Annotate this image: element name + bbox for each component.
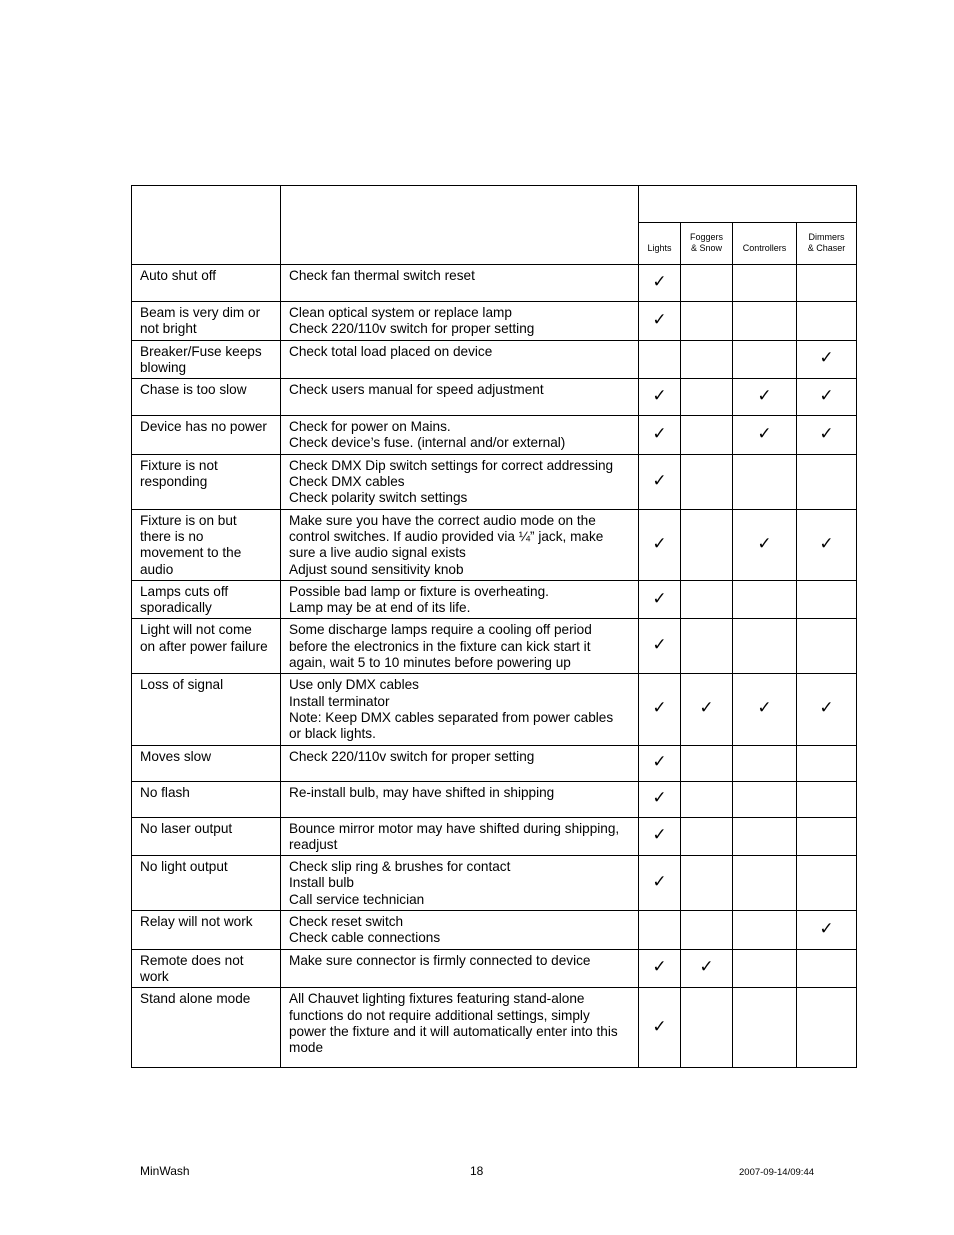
- check-cell-lights: [639, 988, 681, 1068]
- check-cell-controllers: [733, 416, 797, 455]
- check-cell-controllers: [733, 340, 797, 379]
- check-cell-controllers: [733, 454, 797, 509]
- check-cell-lights: [639, 817, 681, 856]
- check-cell-lights: [639, 674, 681, 745]
- table-row: [132, 911, 857, 950]
- checkmark-icon: ✓: [819, 423, 834, 444]
- problem-text: No light output: [140, 859, 228, 875]
- checkmark-icon: ✓: [699, 698, 714, 719]
- check-cell-foggers: [681, 265, 733, 302]
- problem-cell: [132, 745, 281, 781]
- category-dimmers-label: Dimmers & Chaser: [807, 232, 846, 253]
- check-cell-lights: [639, 745, 681, 781]
- checkmark-icon: ✓: [652, 423, 667, 444]
- check-cell-dimmers: [797, 619, 857, 674]
- check-cell-lights: [639, 580, 681, 619]
- problem-text: No laser output: [140, 820, 233, 836]
- solution-cell: [281, 379, 639, 416]
- checkmark-icon: ✓: [819, 533, 834, 554]
- footer-page-number: 18: [470, 1164, 484, 1178]
- problem-text: Loss of signal: [140, 677, 224, 693]
- check-cell-dimmers: [797, 911, 857, 950]
- check-cell-controllers: [733, 580, 797, 619]
- solution-cell: [281, 454, 639, 509]
- check-cell-dimmers: [797, 949, 857, 988]
- check-cell-lights: [639, 856, 681, 911]
- checkmark-icon: ✓: [757, 698, 772, 719]
- check-cell-foggers: [681, 911, 733, 950]
- solution-cell: [281, 619, 639, 674]
- problem-cell: [132, 988, 281, 1068]
- check-cell-lights: [639, 911, 681, 950]
- solution-cell: [281, 416, 639, 455]
- problem-cell: [132, 416, 281, 455]
- solution-text: Bounce mirror motor may have shifted during shipping, readjust: [289, 820, 620, 852]
- solution-text: Check fan thermal switch reset: [289, 268, 475, 283]
- problem-text: Relay will not work: [140, 914, 253, 930]
- check-cell-foggers: [681, 781, 733, 817]
- checkmark-icon: ✓: [819, 386, 834, 407]
- checkmark-icon: ✓: [819, 918, 834, 939]
- solution-text: All Chauvet lighting fixtures featuring stand-alone functions do not require additional settings, simply power the fixture and it will automatically enter into this mode: [289, 991, 618, 1056]
- check-cell-controllers: [733, 817, 797, 856]
- checkmark-icon: ✓: [757, 533, 772, 554]
- problem-text: Fixture is not responding: [140, 457, 218, 490]
- check-cell-foggers: [681, 379, 733, 416]
- solution-text: Check slip ring & brushes for contact Install bulb Call service technician: [289, 859, 511, 907]
- checkmark-icon: ✓: [652, 386, 667, 407]
- check-cell-lights: [639, 340, 681, 379]
- table-row: [132, 302, 857, 341]
- solution-cell: [281, 340, 639, 379]
- problem-cell: [132, 580, 281, 619]
- table-row: [132, 509, 857, 580]
- table-row: [132, 856, 857, 911]
- header-problem-cell: [132, 186, 281, 265]
- checkmark-icon: ✓: [652, 698, 667, 719]
- check-cell-controllers: [733, 619, 797, 674]
- category-controllers-header: [733, 223, 797, 265]
- check-cell-lights: [639, 302, 681, 341]
- category-lights-label: Lights: [647, 243, 672, 253]
- solution-cell: [281, 988, 639, 1068]
- check-cell-foggers: [681, 745, 733, 781]
- table-row: [132, 817, 857, 856]
- solution-text: Check for power on Mains. Check device’s fuse. (internal and/or external): [289, 419, 566, 451]
- checkmark-icon: ✓: [652, 272, 667, 292]
- problem-cell: [132, 454, 281, 509]
- table-row: [132, 580, 857, 619]
- check-cell-controllers: [733, 265, 797, 302]
- solution-text: Make sure you have the correct audio mode on the control switches. If audio provided via ¼” jack, make sure a live audio signal exists Adjust sound sensitivity knob: [289, 512, 604, 577]
- checkmark-icon: ✓: [652, 788, 667, 809]
- checkmark-icon: ✓: [819, 348, 834, 369]
- check-cell-controllers: [733, 745, 797, 781]
- solution-text: Possible bad lamp or fixture is overheating. Lamp may be at end of its life.: [289, 583, 549, 616]
- problem-text: Auto shut off: [140, 268, 217, 283]
- checkmark-icon: ✓: [652, 309, 667, 330]
- check-cell-foggers: [681, 454, 733, 509]
- check-cell-lights: [639, 619, 681, 674]
- solution-cell: [281, 817, 639, 856]
- check-cell-lights: [639, 781, 681, 817]
- checkmark-icon: ✓: [652, 635, 667, 656]
- table-row: [132, 745, 857, 781]
- problem-cell: [132, 674, 281, 745]
- problem-cell: [132, 379, 281, 416]
- solution-cell: [281, 949, 639, 988]
- check-cell-dimmers: [797, 509, 857, 580]
- solution-cell: [281, 674, 639, 745]
- category-controllers-label: Controllers: [742, 243, 787, 253]
- check-cell-foggers: [681, 674, 733, 745]
- check-cell-foggers: [681, 416, 733, 455]
- checkmark-icon: ✓: [652, 872, 667, 893]
- check-cell-lights: [639, 265, 681, 302]
- check-cell-dimmers: [797, 856, 857, 911]
- header-solution-cell: [281, 186, 639, 265]
- solution-text: Re-install bulb, may have shifted in shipping: [289, 784, 555, 800]
- problem-cell: [132, 949, 281, 988]
- solution-cell: [281, 509, 639, 580]
- check-cell-foggers: [681, 302, 733, 341]
- check-cell-lights: [639, 454, 681, 509]
- problem-cell: [132, 340, 281, 379]
- check-cell-controllers: [733, 949, 797, 988]
- table-row: [132, 619, 857, 674]
- solution-text: Check reset switch Check cable connections: [289, 914, 441, 946]
- problem-text: Beam is very dim or not bright: [140, 305, 261, 337]
- problem-cell: [132, 265, 281, 302]
- problem-cell: [132, 856, 281, 911]
- check-cell-foggers: [681, 856, 733, 911]
- check-cell-dimmers: [797, 454, 857, 509]
- solution-cell: [281, 856, 639, 911]
- troubleshooting-table: [131, 185, 857, 1068]
- problem-text: Chase is too slow: [140, 382, 247, 398]
- problem-cell: [132, 781, 281, 817]
- check-cell-controllers: [733, 509, 797, 580]
- solution-text: Clean optical system or replace lamp Check 220/110v switch for proper setting: [289, 305, 535, 337]
- footer-product-name: MinWash: [140, 1164, 190, 1178]
- check-cell-lights: [639, 416, 681, 455]
- problem-text: Device has no power: [140, 419, 267, 435]
- problem-cell: [132, 817, 281, 856]
- check-cell-dimmers: [797, 265, 857, 302]
- table-row: [132, 265, 857, 302]
- checkmark-icon: ✓: [652, 752, 667, 773]
- checkmark-icon: ✓: [819, 698, 834, 719]
- problem-text: Lamps cuts off sporadically: [140, 583, 229, 616]
- problem-text: Stand alone mode: [140, 991, 251, 1007]
- checkmark-icon: ✓: [652, 533, 667, 554]
- category-foggers-header: [681, 223, 733, 265]
- check-cell-controllers: [733, 856, 797, 911]
- check-cell-dimmers: [797, 781, 857, 817]
- problem-text: Remote does not work: [140, 952, 244, 984]
- problem-text: Breaker/Fuse keeps blowing: [140, 343, 262, 375]
- table-row: [132, 340, 857, 379]
- problem-text: Fixture is on but there is no movement to the audio: [140, 512, 242, 577]
- problem-cell: [132, 911, 281, 950]
- check-cell-foggers: [681, 988, 733, 1068]
- check-cell-controllers: [733, 674, 797, 745]
- checkmark-icon: ✓: [699, 957, 714, 978]
- header-top-row: [132, 186, 857, 223]
- check-cell-foggers: [681, 619, 733, 674]
- solution-cell: [281, 265, 639, 302]
- check-cell-foggers: [681, 509, 733, 580]
- checkmark-icon: ✓: [757, 423, 772, 444]
- table-row: [132, 379, 857, 416]
- check-cell-controllers: [733, 988, 797, 1068]
- check-cell-controllers: [733, 379, 797, 416]
- check-cell-dimmers: [797, 340, 857, 379]
- solution-text: Check DMX Dip switch settings for correct addressing Check DMX cables Check polarity switch settings: [289, 457, 614, 506]
- problem-text: No flash: [140, 784, 190, 800]
- table-row: [132, 454, 857, 509]
- problem-text: Light will not come on after power failure: [140, 622, 268, 654]
- footer-timestamp: 2007-09-14/09:44: [739, 1167, 815, 1178]
- table-row: [132, 674, 857, 745]
- checkmark-icon: ✓: [757, 386, 772, 407]
- solution-text: Use only DMX cables Install terminator Note: Keep DMX cables separated from power cables or black lights.: [289, 677, 614, 742]
- check-cell-dimmers: [797, 302, 857, 341]
- category-dimmers-header: [797, 223, 857, 265]
- solution-cell: [281, 781, 639, 817]
- check-cell-dimmers: [797, 988, 857, 1068]
- solution-text: Check users manual for speed adjustment: [289, 382, 544, 398]
- solution-text: Check total load placed on device: [289, 343, 493, 359]
- check-cell-dimmers: [797, 580, 857, 619]
- check-cell-dimmers: [797, 674, 857, 745]
- solution-cell: [281, 302, 639, 341]
- check-cell-dimmers: [797, 416, 857, 455]
- table-row: [132, 988, 857, 1068]
- solution-cell: [281, 745, 639, 781]
- check-cell-controllers: [733, 781, 797, 817]
- check-cell-dimmers: [797, 745, 857, 781]
- checkmark-icon: ✓: [652, 1016, 667, 1037]
- check-cell-dimmers: [797, 817, 857, 856]
- problem-text: Moves slow: [140, 748, 212, 764]
- check-cell-foggers: [681, 580, 733, 619]
- checkmark-icon: ✓: [652, 470, 667, 491]
- solution-text: Some discharge lamps require a cooling off period before the electronics in the fixture can kick start it again, wait 5 to 10 minutes before powering up: [289, 622, 592, 671]
- checkmark-icon: ✓: [652, 957, 667, 978]
- check-cell-controllers: [733, 302, 797, 341]
- solution-cell: [281, 580, 639, 619]
- table-row: [132, 416, 857, 455]
- check-cell-foggers: [681, 949, 733, 988]
- checkmark-icon: ✓: [652, 588, 667, 609]
- problem-cell: [132, 509, 281, 580]
- checkmark-icon: ✓: [652, 825, 667, 846]
- solution-text: Make sure connector is firmly connected to device: [289, 952, 591, 968]
- category-lights-header: [639, 223, 681, 265]
- problem-cell: [132, 619, 281, 674]
- table-row: [132, 781, 857, 817]
- header-category-group-cell: [639, 186, 857, 223]
- check-cell-foggers: [681, 340, 733, 379]
- solution-cell: [281, 911, 639, 950]
- check-cell-lights: [639, 509, 681, 580]
- category-foggers-label: Foggers & Snow: [689, 232, 724, 253]
- table-row: [132, 949, 857, 988]
- solution-text: Check 220/110v switch for proper setting: [289, 748, 535, 764]
- problem-cell: [132, 302, 281, 341]
- check-cell-lights: [639, 949, 681, 988]
- check-cell-foggers: [681, 817, 733, 856]
- check-cell-lights: [639, 379, 681, 416]
- check-cell-controllers: [733, 911, 797, 950]
- check-cell-dimmers: [797, 379, 857, 416]
